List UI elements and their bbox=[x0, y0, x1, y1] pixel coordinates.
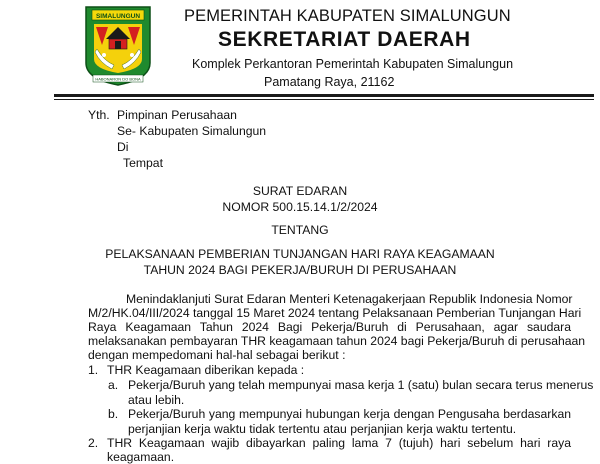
address-place: Tempat bbox=[123, 156, 163, 170]
paragraph-line: Menindaklanjuti Surat Edaran Menteri Ketenagakerjaan Republik Indonesia Nomor bbox=[126, 292, 573, 306]
paragraph-line: dengan mempedomani hal-hal sebagai berikut : bbox=[88, 348, 346, 362]
letterhead-address: Komplek Perkantoran Pemerintah Kabupaten Simalungun bbox=[192, 57, 514, 71]
sub-item-letter: b. bbox=[108, 407, 119, 421]
letterhead-government-name: PEMERINTAH KABUPATEN SIMALUNGUN bbox=[184, 7, 511, 25]
sub-item-line: atau lebih. bbox=[128, 393, 185, 407]
letterhead-city-postcode: Pamatang Raya, 21162 bbox=[264, 75, 395, 89]
letter-subject-line-1: PELAKSANAAN PEMBERIAN TUNJANGAN HARI RAYA KEAGAMAAN bbox=[105, 247, 495, 261]
letter-subject-line-2: TAHUN 2024 BAGI PEKERJA/BURUH DI PERUSAHAAN bbox=[143, 263, 457, 277]
letter-type: SURAT EDARAN bbox=[252, 184, 348, 198]
simalungun-regency-logo bbox=[84, 5, 152, 87]
address-di: Di bbox=[117, 140, 129, 154]
list-item-line: THR Keagamaan wajib dibayarkan paling lama 7 (tujuh) hari sebelum hari raya bbox=[107, 436, 571, 450]
sub-item-letter: a. bbox=[108, 378, 119, 392]
logo-motto-text: HABONARON DO BONA bbox=[95, 76, 141, 82]
paragraph-line: melaksanakan pembayaran THR keagamaan tahun 2024 bagi Pekerja/Buruh di perusahaan bbox=[88, 334, 586, 348]
sub-item-line: perjanjian kerja waktu tidak tertentu atau perjanjian kerja waktu tertentu. bbox=[128, 422, 517, 436]
list-item-number: 1. bbox=[88, 363, 99, 377]
sub-item-line: Pekerja/Buruh yang mempunyai hubungan kerja dengan Pengusaha berdasarkan bbox=[128, 407, 571, 421]
letterhead-thin-divider bbox=[54, 99, 594, 100]
paragraph-line: M/2/HK.04/III/2024 tanggal 15 Maret 2024 tentang Pelaksanaan Pemberian Tunjangan Hari bbox=[88, 306, 582, 320]
list-item-text: THR Keagamaan diberikan kepada : bbox=[107, 363, 305, 377]
address-recipient: Pimpinan Perusahaan bbox=[117, 108, 237, 122]
list-item-number: 2. bbox=[88, 436, 99, 450]
address-region: Se- Kabupaten Simalungun bbox=[117, 124, 267, 138]
letter-about-label: TENTANG bbox=[271, 223, 329, 237]
letterhead-office-name: SEKRETARIAT DAERAH bbox=[218, 28, 471, 51]
letter-number: NOMOR 500.15.14.1/2/2024 bbox=[222, 200, 378, 214]
list-item-line: keagamaan. bbox=[107, 450, 175, 464]
letterhead-thick-divider bbox=[54, 94, 594, 97]
sub-item-line: Pekerja/Buruh yang telah mempunyai masa kerja 1 (satu) bulan secara terus menerus bbox=[128, 378, 594, 392]
paragraph-line: Raya Keagamaan Tahun 2024 Bagi Pekerja/Buruh di Perusahaan, agar saudara bbox=[88, 320, 571, 334]
address-yth: Yth. bbox=[88, 108, 110, 122]
logo-top-banner-text: SIMALUNGUN bbox=[95, 13, 141, 20]
